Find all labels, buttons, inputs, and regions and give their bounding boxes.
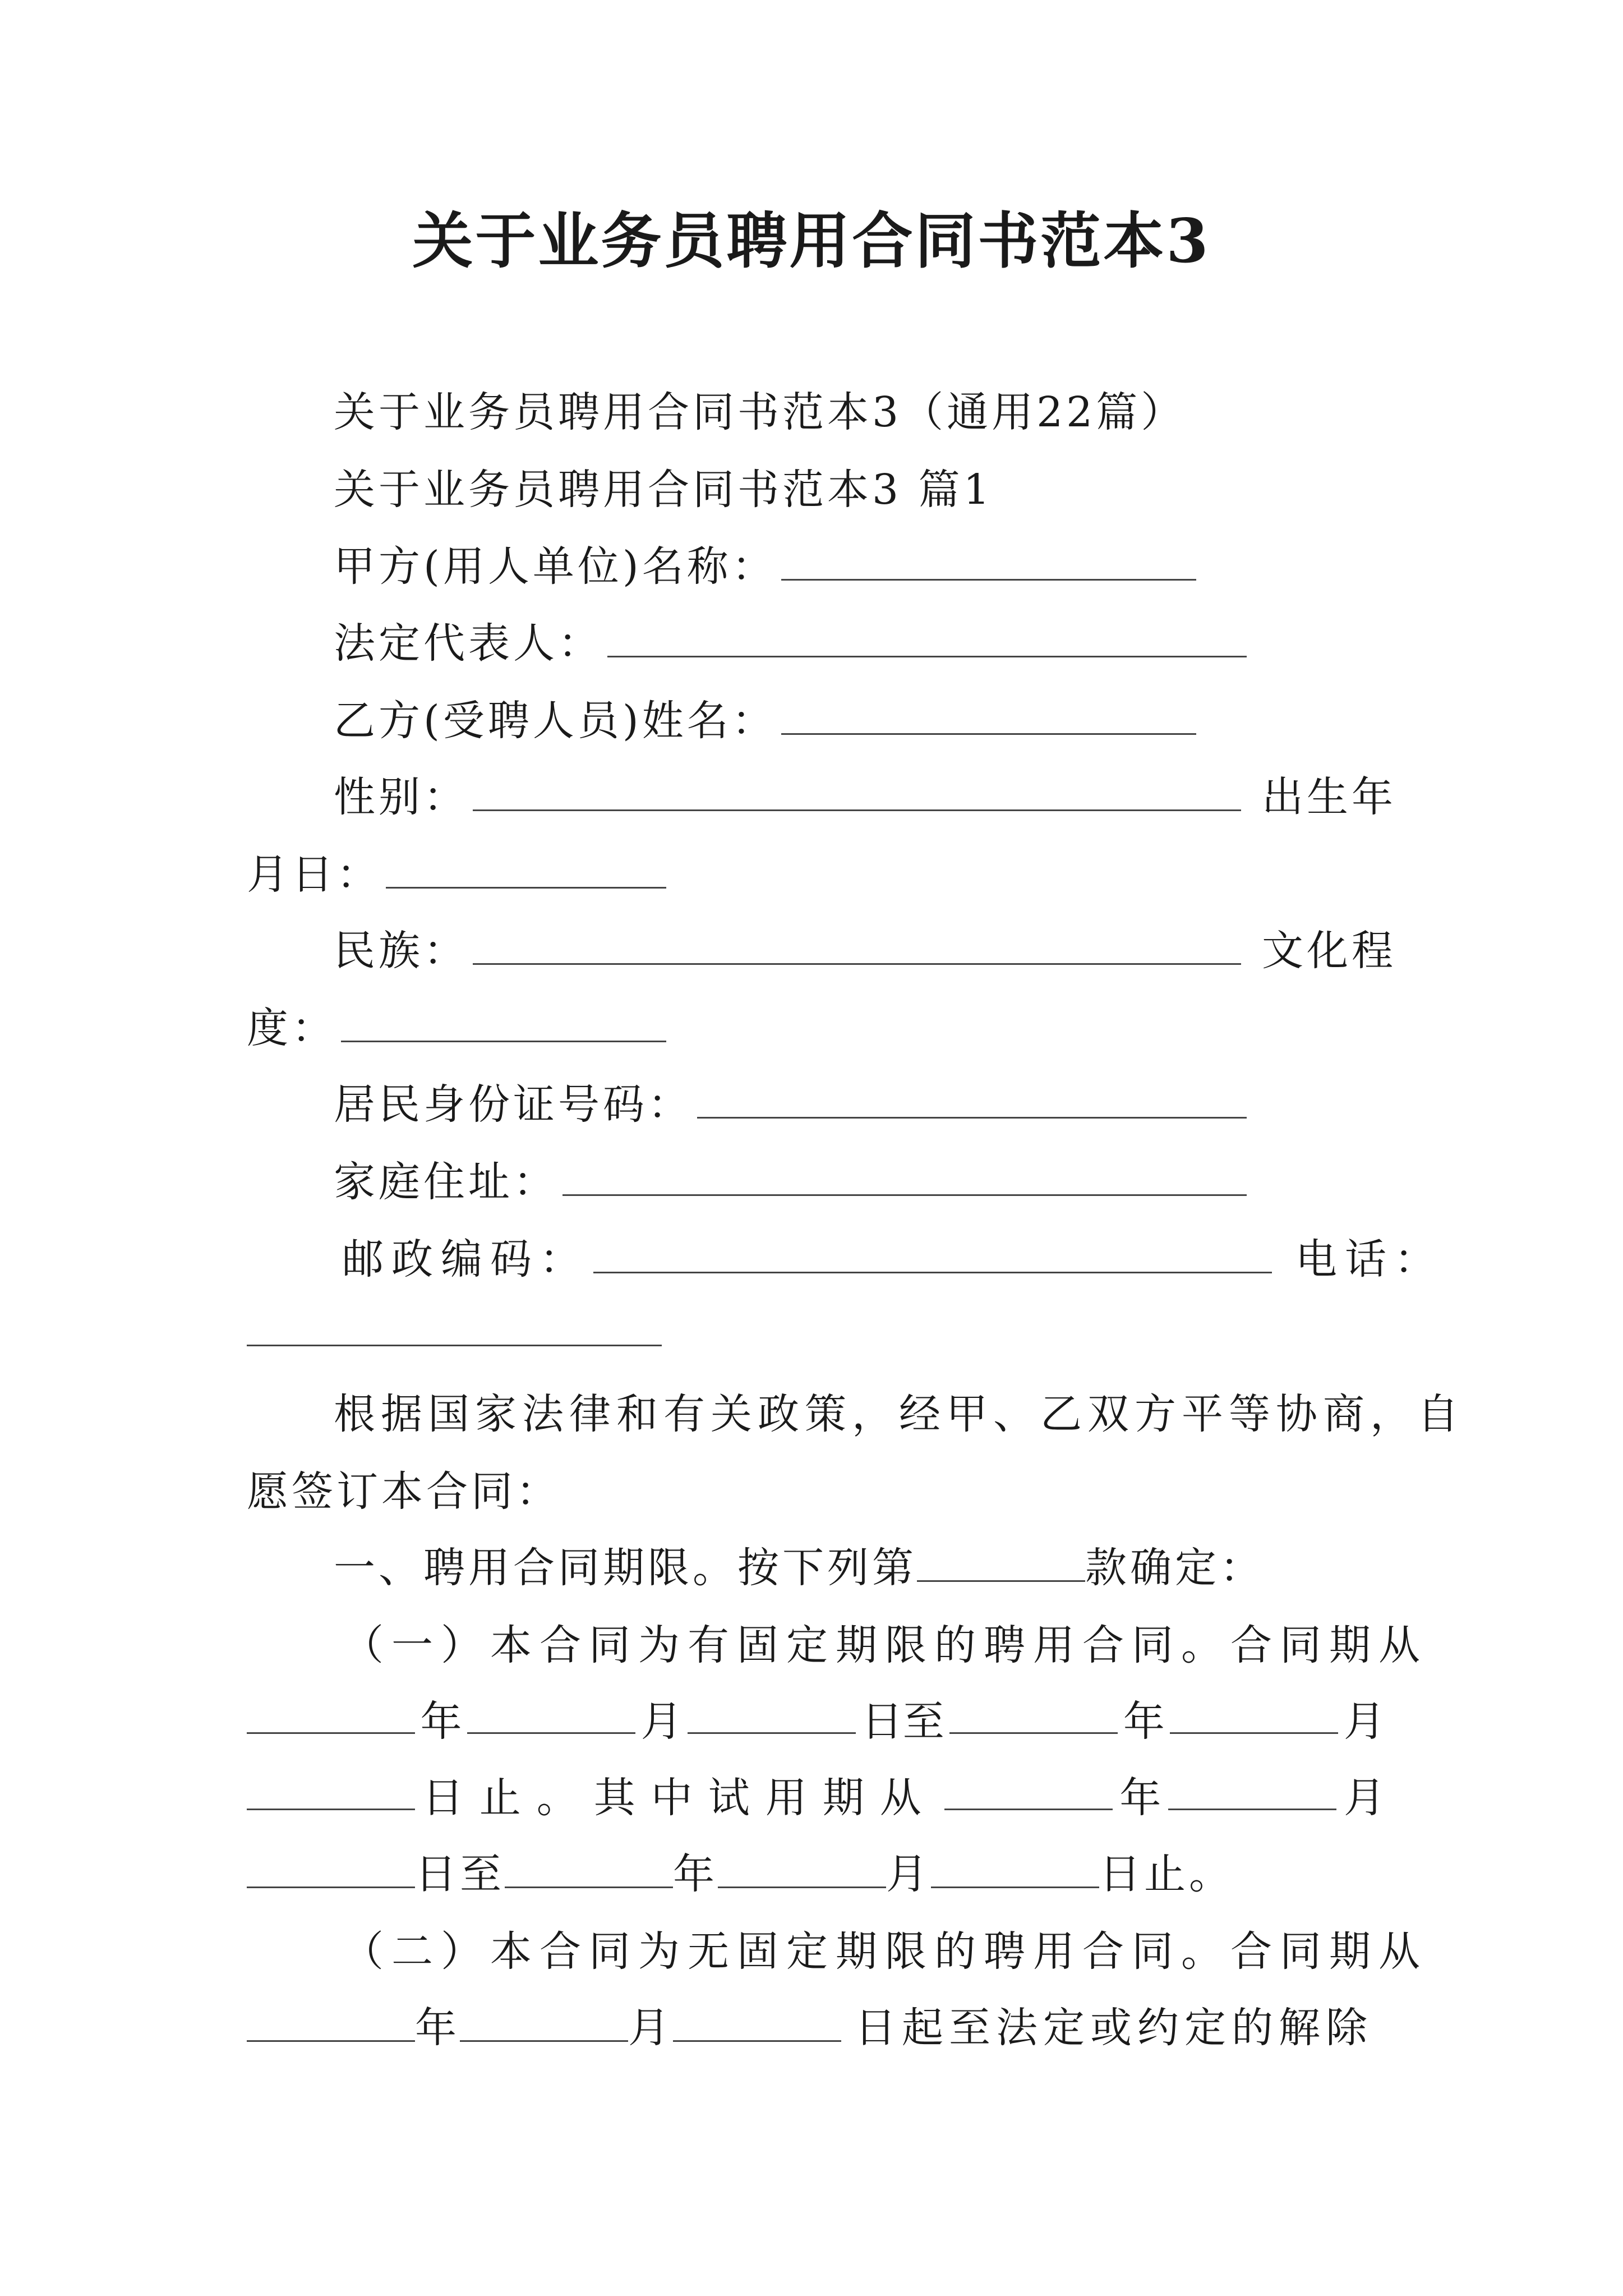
trial-start-year-blank[interactable] <box>944 1767 1113 1810</box>
month-text: 月 <box>886 1850 931 1898</box>
education-blank[interactable] <box>341 999 666 1042</box>
year-text: 年 <box>1123 1697 1165 1746</box>
education-label-part1: 文化程 <box>1262 927 1396 975</box>
month-text: 月 <box>628 2004 673 2052</box>
gender-row <box>334 766 1246 828</box>
start-year-blank[interactable] <box>247 1691 415 1734</box>
year-text: 年 <box>673 1850 718 1898</box>
intro-line-1: 根据国家法律和有关政策，经甲、乙双方平等协商，自 <box>334 1390 1464 1438</box>
party-a-name-label: 甲方(用人单位)名称： <box>334 542 777 591</box>
birth-label-part2: 月日： <box>247 850 381 899</box>
party-b-name-label: 乙方(受聘人员)姓名： <box>334 697 777 745</box>
party-b-name-blank[interactable] <box>781 692 1196 735</box>
intro-line-2: 愿签订本合同： <box>247 1467 561 1516</box>
day-end-text: 日止。 <box>1099 1850 1234 1898</box>
trial-end-month-blank[interactable] <box>718 1845 886 1888</box>
legal-rep-label: 法定代表人： <box>334 619 603 668</box>
legal-rep-row <box>334 613 1251 674</box>
phone-label: 电话： <box>1295 1235 1444 1283</box>
document-subtitle: 关于业务员聘用合同书范本3（通用22篇） <box>334 388 1186 436</box>
clause1-2-tail: 日起至法定或约定的解除 <box>855 2004 1373 2052</box>
phone-blank[interactable] <box>247 1303 662 1346</box>
phone-row <box>247 1301 666 1363</box>
year-text: 年 <box>1119 1774 1161 1822</box>
year-text: 年 <box>415 2004 460 2052</box>
section-heading: 关于业务员聘用合同书范本3 篇1 <box>334 466 993 514</box>
year-text: 年 <box>420 1697 462 1746</box>
birth-label-part1: 出生年 <box>1262 773 1396 821</box>
birth-row <box>247 844 671 905</box>
end-year-blank[interactable] <box>949 1691 1118 1734</box>
clause1-2-line-1: （二）本合同为无固定期限的聘用合同。合同期从 <box>342 1927 1428 1976</box>
education-label-part2: 度： <box>247 1004 336 1052</box>
gender-blank[interactable] <box>473 768 1241 811</box>
clause1-blank[interactable] <box>917 1539 1085 1582</box>
trial-start-day-blank[interactable] <box>247 1845 415 1888</box>
clause1-2-line-2 <box>247 1997 1373 2059</box>
clause1-1-line-4 <box>247 1843 1234 1905</box>
postcode-blank[interactable] <box>593 1230 1272 1273</box>
legal-rep-blank[interactable] <box>607 614 1247 657</box>
document-title: 关于业务员聘用合同书范本3 <box>412 206 1211 277</box>
home-address-row <box>334 1151 1251 1213</box>
month-text: 月 <box>1343 1774 1385 1822</box>
day-end-trial-text: 日止。其中试用期从 <box>422 1774 937 1822</box>
birth-blank[interactable] <box>386 845 666 889</box>
party-b-name-row <box>334 690 1201 752</box>
trial-end-day-blank[interactable] <box>931 1845 1099 1888</box>
start-day-blank[interactable] <box>688 1691 856 1734</box>
end-month-blank[interactable] <box>1170 1691 1338 1734</box>
day-to-text: 日至 <box>861 1697 944 1746</box>
clause1-row <box>334 1537 1265 1599</box>
education-row <box>247 997 671 1059</box>
postcode-label: 邮政编码： <box>342 1235 589 1283</box>
gender-label: 性别： <box>334 773 468 821</box>
clause1-1-line-2 <box>247 1691 1385 1752</box>
trial-start-month-blank[interactable] <box>1168 1767 1336 1810</box>
clause1-1-line-3 <box>247 1767 1385 1829</box>
ethnicity-label: 民族： <box>334 927 468 975</box>
end-day-blank[interactable] <box>247 1767 415 1810</box>
postcode-row <box>342 1228 1276 1290</box>
id-number-blank[interactable] <box>697 1075 1247 1119</box>
start-month-blank[interactable] <box>467 1691 635 1734</box>
open-start-year-blank[interactable] <box>247 1999 415 2042</box>
open-start-day-blank[interactable] <box>673 1999 841 2042</box>
id-number-row <box>334 1074 1251 1135</box>
clause1-text-a: 一、聘用合同期限。按下列第 <box>334 1544 917 1592</box>
id-number-label: 居民身份证号码： <box>334 1080 693 1129</box>
home-address-blank[interactable] <box>562 1153 1247 1196</box>
trial-end-year-blank[interactable] <box>505 1845 673 1888</box>
ethnicity-blank[interactable] <box>473 922 1241 965</box>
home-address-label: 家庭住址： <box>334 1158 558 1206</box>
month-text: 月 <box>640 1697 683 1746</box>
party-a-name-blank[interactable] <box>781 537 1196 581</box>
party-a-name-row <box>334 536 1201 597</box>
open-start-month-blank[interactable] <box>460 1999 628 2042</box>
clause1-1-line-1: （一）本合同为有固定期限的聘用合同。合同期从 <box>342 1621 1428 1669</box>
clause1-text-b: 款确定： <box>1085 1544 1265 1592</box>
month-text: 月 <box>1343 1697 1385 1746</box>
day-to-text: 日至 <box>415 1850 505 1898</box>
ethnicity-row <box>334 920 1246 982</box>
